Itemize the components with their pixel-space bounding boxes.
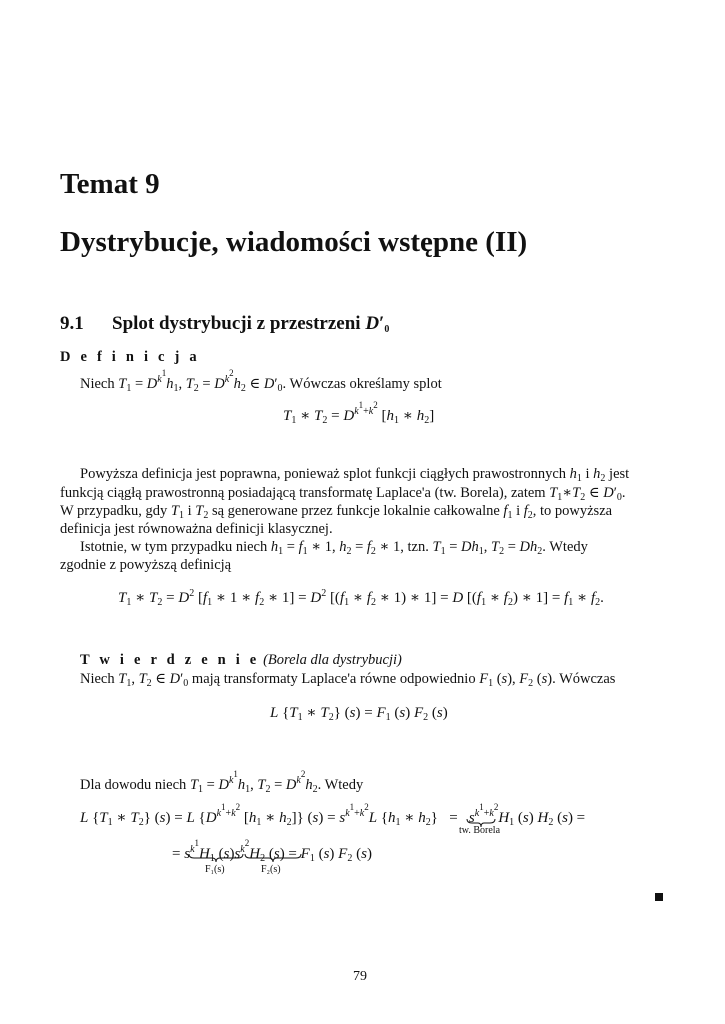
paragraph1-line4: definicja jest równoważna definicji klasycznej. [60,521,333,537]
paragraph1-line3: W przypadku, gdy $T_1$ i $T_2$ są generowane przez funkcje lokalnie całkowalne $f_1$ i $f_2$, to powyższa [60,503,613,521]
theorem-formula: L {$T_1$ ∗ $T_2$} $(s) = F_1$ (s) $F_2$ (s) [270,705,448,723]
section-heading [60,313,389,335]
formula-classical-equivalence: $T_1$ ∗ $T_2 = D^2$ [$f_1$ ∗ 1 ∗ $f_2$ ∗ $1] = D^2$ [($f_1$ ∗ $f_2$ ∗ 1) ∗ 1] = D [($f_1$ ∗ $f_2$) ∗ $1] = f_1$ ∗ $f_2$. [118,588,604,608]
chapter-title: Dystrybucje, wiadomości wstępne (II) [60,226,528,258]
section-title: Splot dystrybucji z przestrzeni $D'_0$ [112,313,390,335]
theorem-text: Niech $T_1$, $T_2$ ∈ $D'_0$ mają transformaty Laplace'a równe odpowiednio $F_1$ (s), $F_2$ (s). Wówczas [80,671,616,689]
theorem-subtitle: (Borela dla dystrybucji) [263,652,402,668]
theorem-heading-label: T w i e r d z e n i e [80,652,260,668]
brace-label-borel: tw. Borela [459,825,501,836]
definition-text: Niech $T_1 = D^{k1}h_1$, $T_2 = D^{k2}h_2$ ∈ $D'_0$. Wówczas określamy splot [80,368,442,394]
proof-line2: = $s^{k1}H_1$ $(s)s^{k2}H_2$ $(s) = F_1$ (s) $F_2$ (s) [172,838,372,864]
definition-heading: D e f i n i c j a [60,349,200,365]
proof-line1: L {$T_1$ ∗ $T_2$} (s) = L {$D^{k1+k2}$ [$h_1$ ∗ $h_2$]} $(s) = s^{k1+k2}L$ {$h_1$ ∗ $h_2\} = s^{k1+k2}H_1$ (s) $H_2$ (s) = [80,802,586,828]
paragraph1-line2: funkcją ciągłą prawostronną posiadającą transformatę Laplace'a (tw. Borela), zatem $T_1∗T_2$ ∈ $D'_0$. [60,485,626,503]
theorem-heading [80,652,402,669]
paragraph2-line2: zgodnie z powyższą definicją [60,557,232,573]
chapter-label: Temat 9 [60,168,160,200]
qed-square-icon [655,893,663,901]
definition-formula: $T_1$ ∗ $T_2 = D^{k1+k2}$ [$h_1$ ∗ $h_2$] [283,400,435,426]
brace-label-f1: F₁(s) [205,864,225,875]
underbrace-f2 [244,853,302,863]
brace-label-f2: F₂(s) [261,864,281,875]
paragraph1-line1: Powyższa definicja jest poprawna, ponieważ splot funkcji ciągłych prawostronnych $h_1$ i $h_2$ jest [80,466,630,484]
underbrace-f1 [188,853,244,863]
proof-intro: Dla dowodu niech $T_1 = D^{k1}h_1$, $T_2 = D^{k2}h_2$. Wtedy [80,769,364,795]
section-number: 9.1 [60,313,84,334]
page-number: 79 [353,969,367,984]
paragraph2-line1: Istotnie, w tym przypadku niech $h_1 = f_1$ ∗ 1, $h_2 = f_2$ ∗ 1, tzn. $T_1 = Dh_1$, $T_2 = Dh_2$. Wtedy [80,539,588,557]
